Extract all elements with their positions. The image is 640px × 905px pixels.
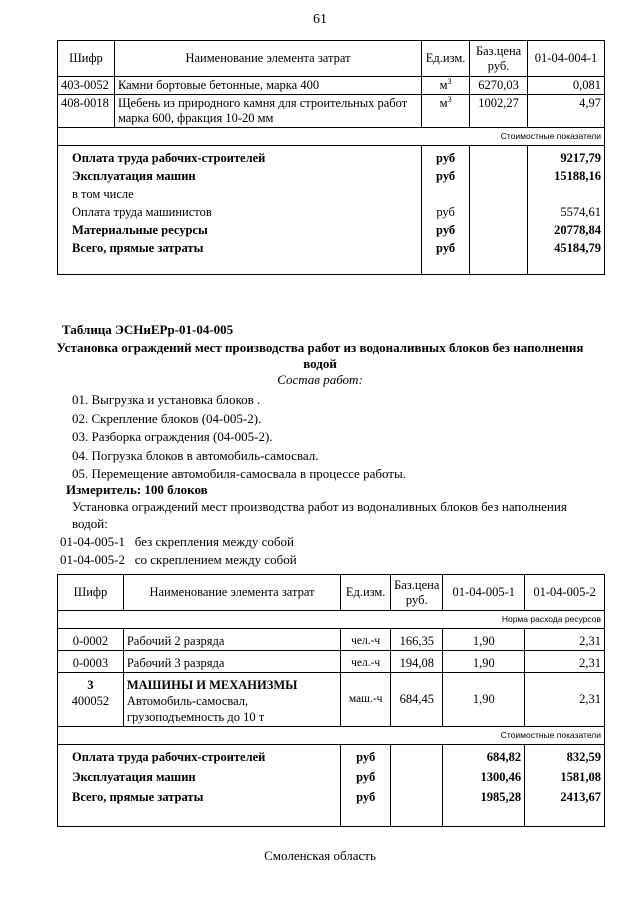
cost-names: Оплата труда рабочих-строителей Эксплуатация машин Всего, прямые затраты: [58, 745, 341, 827]
table-label: Таблица ЭСНиЕРр-01-04-005: [62, 322, 234, 337]
table-row: 0-0003 Рабочий 3 разряда чел.-ч 194,08 1,90 2,31: [58, 651, 605, 673]
header-col1: 01-04-005-1: [443, 575, 525, 611]
list-item: 05. Перемещение автомобиля-самосвала в процессе работы.: [72, 466, 406, 481]
list-item: 01-04-005-2 со скреплением между собой: [60, 552, 297, 567]
header-code: Шифр: [58, 575, 124, 611]
row-unit: $м^3$: [422, 77, 470, 95]
row-code: 403-0052: [58, 77, 115, 95]
description: Установка ограждений мест производства работ из водоналивных блоков без наполнения водой:: [72, 499, 567, 531]
page-number: 61: [313, 12, 327, 27]
list-item: 03. Разборка ограждения (04-005-2).: [72, 429, 273, 444]
row-code: 408-0018: [58, 95, 115, 128]
norm-label: Норма расхода ресурсов: [58, 611, 605, 629]
list-item: 01-04-005-1 без скрепления между собой: [60, 534, 294, 549]
table-row: 0-0002 Рабочий 2 разряда чел.-ч 166,35 1,90 2,31: [58, 629, 605, 651]
row-name: Щебень из природного камня для строительных работ марка 600, фракция 10-20 мм: [114, 95, 421, 128]
list-item: 02. Скрепление блоков (04-005-2).: [72, 410, 262, 426]
works-list: [72, 391, 406, 484]
cost-values-1: 684,82 1300,46 1985,28: [443, 745, 525, 827]
header-name: Наименование элемента затрат: [123, 575, 340, 611]
cost-units: руб руб руб: [341, 745, 391, 827]
list-item: 04. Погрузка блоков в автомобиль-самосвал.: [72, 447, 319, 463]
list-item: 01. Выгрузка и установка блоков .: [72, 392, 261, 407]
cost-table-2: [57, 574, 605, 827]
row-value: 0,081: [528, 77, 605, 95]
header-name: Наименование элемента затрат: [114, 41, 421, 77]
cost-names: Оплата труда рабочих-строителей Эксплуатация машин в том числе Оплата труда машинистов Материальные ресурсы Всего, прямые затраты: [58, 146, 422, 275]
cost-values: 9217,79 15188,16 5574,61 20778,84 45184,79: [528, 146, 605, 275]
footer-region: Смоленская область: [264, 848, 376, 863]
row-price: 1002,27: [470, 95, 528, 128]
cost-table-1: [57, 40, 605, 275]
section-title: Установка ограждений мест производства работ из водоналивных блоков без наполнения водой: [56, 340, 584, 371]
header-unit: Ед.изм.: [422, 41, 470, 77]
table-row: [58, 95, 605, 128]
header-price: Баз.цена руб.: [470, 41, 528, 77]
section-label: Стоимостные показатели: [58, 128, 605, 146]
header-col: 01-04-004-1: [528, 41, 605, 77]
row-unit: $м^3$: [422, 95, 470, 128]
header-col2: 01-04-005-2: [525, 575, 605, 611]
table-row: 3 400052 МАШИНЫ И МЕХАНИЗМЫ Автомобиль-самосвал, грузоподъемность до 10 т маш.-ч 684,45 1,90 2,31: [58, 673, 605, 727]
row-price: 6270,03: [470, 77, 528, 95]
header-code: Шифр: [58, 41, 115, 77]
table-row: [58, 77, 605, 95]
measure: Измеритель: 100 блоков: [66, 482, 208, 497]
section-label: Стоимостные показатели: [58, 727, 605, 745]
row-value: 4,97: [528, 95, 605, 128]
header-unit: Ед.изм.: [341, 575, 391, 611]
cost-values-2: 832,59 1581,08 2413,67: [525, 745, 605, 827]
works-heading: Состав работ:: [277, 372, 363, 387]
header-price: Баз.цена руб.: [391, 575, 443, 611]
cost-units: руб руб руб руб руб: [422, 146, 470, 275]
variants-list: [60, 533, 297, 569]
row-name: Камни бортовые бетонные, марка 400: [114, 77, 421, 95]
